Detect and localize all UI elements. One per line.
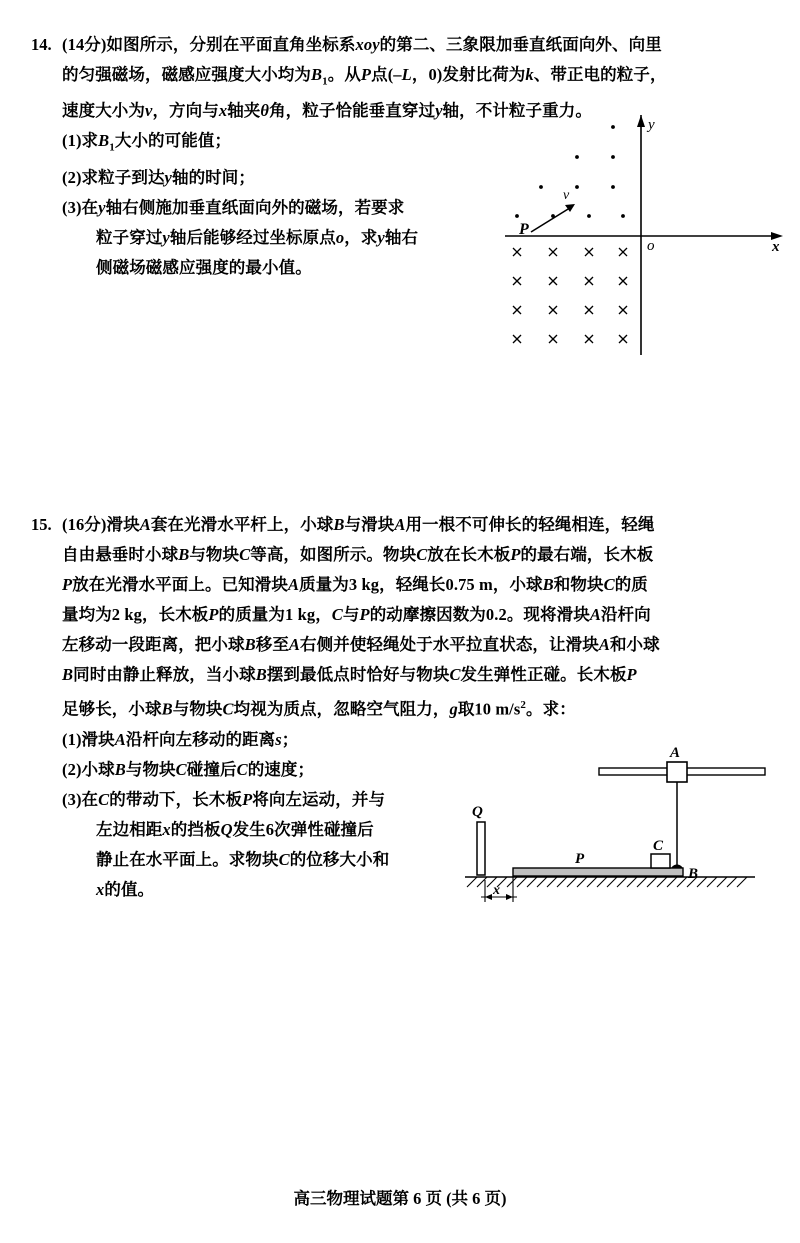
question-14-sub-3-cont-1: 粒子穿过y轴后能够经过坐标原点o，求y轴右 — [96, 227, 419, 247]
question-14-line-1: (14分)如图所示，分别在平面直角坐标系xoy的第二、三象限加垂直纸面向外、向里 — [62, 35, 662, 54]
question-14-line-2: 的匀强磁场，磁感应强度大小均为$B_1$。从P点(–L，0)发射比荷为k、带正电的粒子， — [62, 65, 667, 88]
question-15-sub-3-cont-1: 左边相距x的挡板Q发生6次弹性碰撞后 — [96, 819, 374, 839]
ground-hatching — [467, 877, 747, 887]
question-15-sub-3-cont-3: x的值。 — [96, 879, 155, 899]
into-page-crosses — [513, 248, 627, 343]
ball-b-label: B — [688, 866, 699, 882]
question-14-sub-1: (1)求$B_1$大小的可能值； — [62, 131, 232, 154]
block-c — [651, 854, 670, 868]
question-15-line-2: 自由悬垂时小球B与物块C等高，如图所示。物块C放在长木板P的最右端，长木板 — [62, 545, 654, 564]
question-15-line-6: B同时由静止释放，当小球B摆到最低点时恰好与物块C发生弹性正碰。长木板P — [62, 665, 637, 684]
question-15-sub-2: (2)小球B与物块C碰撞后C的速度； — [62, 759, 315, 779]
point-p-label: P — [519, 221, 529, 238]
page-footer: 高三物理试题第 6 页 (共 6 页) — [293, 1189, 507, 1208]
question-15-sub-3: (3)在C的带动下，长木板P将向左运动，并与 — [62, 789, 386, 809]
board-p — [513, 868, 683, 876]
slider-a-label: A — [670, 745, 681, 761]
slider-a — [667, 762, 687, 782]
board-p-label: P — [575, 851, 585, 867]
out-of-page-dots — [515, 125, 625, 218]
block-board-figure — [455, 742, 775, 927]
baffle-q-label: Q — [472, 804, 483, 820]
y-axis-arrow — [637, 115, 645, 127]
question-15-line-7: 足够长，小球B与物块C均视为质点，忽略空气阻力，g取10 $m/s^2$。求： — [62, 699, 576, 719]
question-15-line-1: (16分)滑块A套在光滑水平杆上，小球B与滑块A用一根不可伸长的轻绳相连，轻绳 — [62, 515, 655, 534]
dim-arrow-left — [485, 894, 492, 900]
velocity-label: v — [563, 188, 570, 203]
block-c-label: C — [653, 838, 664, 854]
question-15-line-3: P放在光滑水平面上。已知滑块A质量为3 kg，轻绳长0.75 m，小球B和物块C的质 — [62, 575, 648, 594]
baffle-q — [477, 822, 485, 875]
magnetic-field-figure — [495, 115, 785, 365]
velocity-vector — [531, 206, 573, 232]
question-14-sub-2: (2)求粒子到达y轴的时间； — [62, 167, 255, 187]
question-15-number: 15. — [31, 515, 52, 534]
question-15-sub-3-cont-2: 静止在水平面上。求物块C的位移大小和 — [96, 849, 390, 869]
distance-x-label: x — [493, 883, 500, 898]
question-14-sub-3-cont-2: 侧磁场磁感应强度的最小值。 — [96, 257, 312, 277]
x-axis-label: x — [772, 239, 780, 255]
question-15-line-5: 左移动一段距离，把小球B移至A右侧并使轻绳处于水平拉直状态，让滑块A和小球 — [62, 635, 660, 654]
question-14-number: 14. — [31, 35, 52, 54]
question-15-line-4: 量均为2 kg，长木板P的质量为1 kg，C与P的动摩擦因数为0.2。现将滑块A沿杆向 — [62, 605, 651, 624]
question-14-sub-3: (3)在y轴右侧施加垂直纸面向外的磁场，若要求 — [62, 197, 405, 217]
y-axis-label: y — [648, 117, 655, 133]
dim-arrow-right — [506, 894, 513, 900]
question-14-line-3: 速度大小为v，方向与x轴夹θ角，粒子恰能垂直穿过y轴，不计粒子重力。 — [62, 101, 592, 121]
question-15-sub-1: (1)滑块A沿杆向左移动的距离s； — [62, 729, 299, 749]
origin-label: o — [647, 238, 655, 254]
